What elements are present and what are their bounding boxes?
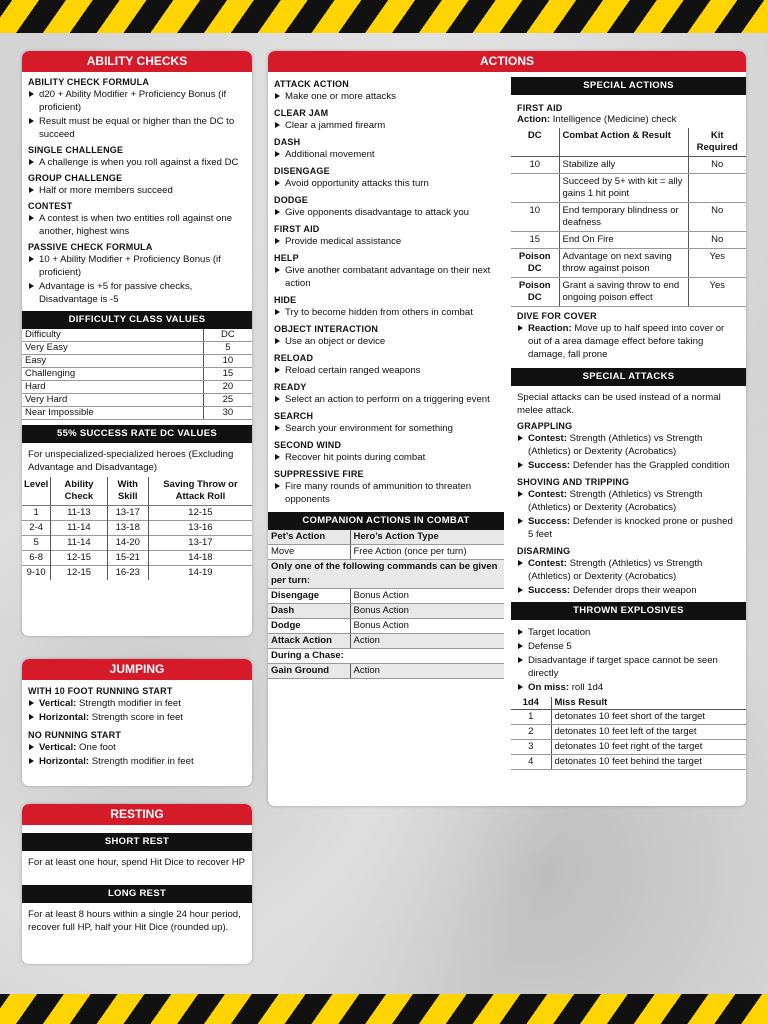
table-cell: Yes (688, 249, 746, 278)
on-miss-item: On miss: roll 1d4 (517, 681, 740, 694)
list-item: Search your environment for something (274, 422, 498, 435)
table-cell: Yes (688, 278, 746, 307)
table-cell: Bonus Action (350, 619, 504, 634)
table-cell: 11-14 (51, 521, 107, 536)
table-cell: Dash (268, 604, 350, 619)
heading-shoving-and-tripping: SHOVING AND TRIPPING (517, 477, 630, 487)
table-cell: Succeed by 5+ with kit = ally gains 1 hit point (559, 174, 688, 203)
table-cell: detonates 10 feet left of the target (551, 725, 746, 740)
list-item: Target location (517, 626, 740, 639)
special-attacks-list (517, 421, 740, 597)
list-item: Recover hit points during combat (274, 451, 498, 464)
list-item: Result must be equal or higher than the DC to succeed (28, 115, 246, 141)
thrown-explosives-header: THROWN EXPLOSIVES (511, 602, 746, 620)
ability-check-list (22, 72, 252, 311)
heading-group-challenge: GROUP CHALLENGE (28, 173, 123, 183)
table-row (511, 249, 746, 278)
table-cell: Very Hard (22, 394, 203, 407)
table-row (22, 381, 252, 394)
list-item: Provide medical assistance (274, 235, 498, 248)
list-item: Advantage is +5 for passive checks, Disadvantage is -5 (28, 280, 246, 306)
table-cell: detonates 10 feet short of the target (551, 710, 746, 725)
list-item: Horizontal: Strength score in feet (28, 711, 246, 724)
short-rest-header: SHORT REST (22, 833, 252, 851)
table-row (22, 407, 252, 420)
dive-for-cover-item: Reaction: Move up to half speed into cover or out of a area damage effect before taking damage, fall prone (517, 322, 740, 361)
table-cell: Near Impossible (22, 407, 203, 420)
table-cell: Advantage on next saving throw against poison (559, 249, 688, 278)
table-cell: No (688, 203, 746, 232)
heading-help: HELP (274, 253, 299, 263)
list-item: Give another combatant advantage on their next action (274, 264, 498, 290)
table-row (511, 278, 746, 307)
table-cell: Poison DC (511, 278, 559, 307)
table-cell: Free Action (once per turn) (350, 545, 504, 560)
long-rest-text: For at least 8 hours within a single 24 hour period, recover full HP, half your Hit Dice (rounded up). (28, 909, 241, 933)
heading-first-aid: FIRST AID (274, 224, 320, 234)
table-header-row (22, 329, 252, 342)
table-row (268, 649, 504, 664)
table-cell (511, 174, 559, 203)
table-cell: 10 (511, 203, 559, 232)
table-row (268, 589, 504, 604)
list-item: A contest is when two entities roll against one another, highest wins (28, 212, 246, 238)
table-cell: 14-19 (148, 566, 252, 581)
table-cell: No (688, 232, 746, 249)
list-item: Give opponents disadvantage to attack you (274, 206, 498, 219)
table-cell: 2 (511, 725, 551, 740)
table-header-cell: Ability Check (51, 477, 107, 506)
jumping-list (22, 680, 252, 773)
list-item: Defense 5 (517, 640, 740, 653)
list-item: Fire many rounds of ammunition to threaten opponents (274, 480, 498, 506)
table-row (268, 560, 504, 589)
table-cell: Dodge (268, 619, 350, 634)
table-cell: Hero’s Action Type (350, 530, 504, 545)
heading-single-challenge: SINGLE CHALLENGE (28, 145, 124, 155)
table-cell: Pet’s Action (268, 530, 350, 545)
table-cell: 25 (203, 394, 252, 407)
table-cell: End On Fire (559, 232, 688, 249)
long-rest-header: LONG REST (22, 885, 252, 903)
panel-title: ABILITY CHECKS (22, 51, 252, 72)
table-cell: 16-23 (107, 566, 148, 581)
table-row (511, 725, 746, 740)
thrown-explosives-list (517, 626, 740, 680)
table-cell: 5 (203, 342, 252, 355)
table-header-cell: Difficulty (22, 329, 203, 342)
list-item: Avoid opportunity attacks this turn (274, 177, 498, 190)
ability-checks-panel (22, 51, 252, 636)
table-cell: 14-18 (148, 551, 252, 566)
table-cell: Action (350, 664, 504, 679)
table-row (22, 394, 252, 407)
table-row (268, 530, 504, 545)
companion-actions-header: COMPANION ACTIONS IN COMBAT (268, 512, 504, 530)
table-row (511, 174, 746, 203)
heading-search: SEARCH (274, 411, 314, 421)
table-header-cell: DC (511, 128, 559, 157)
heading-no-running-start: NO RUNNING START (28, 730, 122, 740)
table-row (22, 342, 252, 355)
table-cell: 9-10 (22, 566, 51, 581)
heading-contest: CONTEST (28, 201, 73, 211)
table-cell: Very Easy (22, 342, 203, 355)
special-attacks-intro: Special attacks can be used instead of a normal melee attack. (517, 392, 721, 416)
table-header-cell: 1d4 (511, 697, 551, 710)
table-cell: Stabilize ally (559, 157, 688, 174)
table-cell: 15-21 (107, 551, 148, 566)
table-cell: 13-16 (148, 521, 252, 536)
table-cell: Disengage (268, 589, 350, 604)
table-cell: 13-17 (107, 506, 148, 521)
table-header-cell: Kit Required (688, 128, 746, 157)
table-cell: 12-15 (51, 551, 107, 566)
table-cell: 6-8 (22, 551, 51, 566)
actions-panel (268, 51, 746, 806)
table-row (511, 740, 746, 755)
table-cell: 12-15 (51, 566, 107, 581)
first-aid-table (511, 128, 746, 307)
table-header-cell: DC (203, 329, 252, 342)
table-row (511, 710, 746, 725)
list-item: Contest: Strength (Athletics) vs Strength (Athletics) or Dexterity (Acrobatics) (517, 488, 740, 514)
table-cell: Action (350, 634, 504, 649)
table-cell: 13-18 (107, 521, 148, 536)
action-list (268, 72, 504, 511)
table-cell: 11-13 (51, 506, 107, 521)
table-cell: 12-15 (148, 506, 252, 521)
table-row (511, 203, 746, 232)
list-item: Vertical: Strength modifier in feet (28, 697, 246, 710)
heading-clear-jam: CLEAR JAM (274, 108, 329, 118)
table-header-cell: Level (22, 477, 51, 506)
list-item: Vertical: One foot (28, 741, 246, 754)
list-item: A challenge is when you roll against a fixed DC (28, 156, 246, 169)
table-cell: 30 (203, 407, 252, 420)
panel-title: JUMPING (22, 659, 252, 680)
table-row (22, 521, 252, 536)
table-cell: 15 (203, 368, 252, 381)
table-header-cell: Combat Action & Result (559, 128, 688, 157)
list-item: Try to become hidden from others in combat (274, 306, 498, 319)
list-item: d20 + Ability Modifier + Proficiency Bonus (if proficient) (28, 88, 246, 114)
table-cell: Only one of the following commands can be given per turn: (268, 560, 504, 589)
companion-actions-table (268, 530, 504, 679)
table-cell: Move (268, 545, 350, 560)
table-row (22, 536, 252, 551)
heading-second-wind: SECOND WIND (274, 440, 342, 450)
table-cell: Grant a saving throw to end ongoing poison effect (559, 278, 688, 307)
table-row (22, 566, 252, 581)
heading-grappling: GRAPPLING (517, 421, 573, 431)
list-item: Disadvantage if target space cannot be seen directly (517, 654, 740, 680)
table-cell: Hard (22, 381, 203, 394)
success-rate-intro: For unspecialized-specialized heroes (Excluding Advantage and Disadvantage) (28, 449, 234, 473)
list-item: Additional movement (274, 148, 498, 161)
table-cell: Easy (22, 355, 203, 368)
special-attacks-header: SPECIAL ATTACKS (511, 368, 746, 386)
table-row (268, 664, 504, 679)
heading-with-10-foot-running-start: WITH 10 FOOT RUNNING START (28, 686, 173, 696)
table-cell: 3 (511, 740, 551, 755)
table-row (22, 355, 252, 368)
list-item: Horizontal: Strength modifier in feet (28, 755, 246, 768)
list-item: Success: Defender is knocked prone or pushed 5 feet (517, 515, 740, 541)
table-cell: Bonus Action (350, 604, 504, 619)
list-item: Contest: Strength (Athletics) vs Strength (Athletics) or Dexterity (Acrobatics) (517, 557, 740, 583)
table-cell: During a Chase: (268, 649, 504, 664)
heading-disengage: DISENGAGE (274, 166, 330, 176)
success-rate-header: 55% SUCCESS RATE DC VALUES (22, 425, 252, 443)
heading-suppressive-fire: SUPPRESSIVE FIRE (274, 469, 364, 479)
table-cell: 11-14 (51, 536, 107, 551)
list-item: Make one or more attacks (274, 90, 498, 103)
table-cell: 20 (203, 381, 252, 394)
table-cell (688, 174, 746, 203)
table-header-cell: With Skill (107, 477, 148, 506)
hazard-stripe-bottom (0, 994, 768, 1024)
list-item: Half or more members succeed (28, 184, 246, 197)
table-cell: 1 (511, 710, 551, 725)
table-cell: detonates 10 feet behind the target (551, 755, 746, 770)
first-aid-action: Action: Intelligence (Medicine) check (517, 114, 677, 125)
panel-title: ACTIONS (268, 51, 746, 72)
list-item: Success: Defender has the Grappled condition (517, 459, 740, 472)
table-cell: Attack Action (268, 634, 350, 649)
table-cell: 4 (511, 755, 551, 770)
table-row (268, 634, 504, 649)
table-row (268, 619, 504, 634)
list-item: Contest: Strength (Athletics) vs Strength (Athletics) or Dexterity (Acrobatics) (517, 432, 740, 458)
list-item: Select an action to perform on a triggering event (274, 393, 498, 406)
resting-panel (22, 804, 252, 964)
success-rate-table (22, 477, 252, 580)
table-row (511, 232, 746, 249)
heading-disarming: DISARMING (517, 546, 571, 556)
heading-reload: RELOAD (274, 353, 314, 363)
heading-object-interaction: OBJECT INTERACTION (274, 324, 379, 334)
dive-for-cover-heading: DIVE FOR COVER (517, 311, 597, 321)
table-cell: 10 (511, 157, 559, 174)
heading-dash: DASH (274, 137, 301, 147)
table-cell: detonates 10 feet right of the target (551, 740, 746, 755)
heading-ability-check-formula: ABILITY CHECK FORMULA (28, 77, 150, 87)
dc-values-table (22, 329, 252, 420)
table-row (22, 551, 252, 566)
table-cell: No (688, 157, 746, 174)
panel-title: RESTING (22, 804, 252, 825)
table-row (511, 157, 746, 174)
table-cell: Bonus Action (350, 589, 504, 604)
jumping-panel (22, 659, 252, 786)
table-cell: 14-20 (107, 536, 148, 551)
table-cell: Gain Ground (268, 664, 350, 679)
first-aid-heading: FIRST AID (517, 103, 563, 113)
heading-attack-action: ATTACK ACTION (274, 79, 349, 89)
table-cell: 2-4 (22, 521, 51, 536)
table-cell: End temporary blindness or deafness (559, 203, 688, 232)
dc-values-header: DIFFICULTY CLASS VALUES (22, 311, 252, 329)
table-row (22, 506, 252, 521)
table-header-cell: Miss Result (551, 697, 746, 710)
heading-hide: HIDE (274, 295, 297, 305)
miss-result-table (511, 697, 746, 770)
heading-dodge: DODGE (274, 195, 309, 205)
table-row (511, 755, 746, 770)
table-row (268, 545, 504, 560)
heading-passive-check-formula: PASSIVE CHECK FORMULA (28, 242, 153, 252)
table-cell: 1 (22, 506, 51, 521)
table-cell: Poison DC (511, 249, 559, 278)
special-actions-header: SPECIAL ACTIONS (511, 77, 746, 95)
table-row (22, 368, 252, 381)
short-rest-text: For at least one hour, spend Hit Dice to recover HP (28, 857, 246, 868)
table-header-cell: Saving Throw or Attack Roll (148, 477, 252, 506)
table-cell: 13-17 (148, 536, 252, 551)
heading-ready: READY (274, 382, 307, 392)
table-cell: 10 (203, 355, 252, 368)
hazard-stripe-top (0, 0, 768, 33)
table-cell: Challenging (22, 368, 203, 381)
list-item: 10 + Ability Modifier + Proficiency Bonus (if proficient) (28, 253, 246, 279)
table-cell: 15 (511, 232, 559, 249)
list-item: Clear a jammed firearm (274, 119, 498, 132)
list-item: Use an object or device (274, 335, 498, 348)
table-cell: 5 (22, 536, 51, 551)
table-row (268, 604, 504, 619)
list-item: Reload certain ranged weapons (274, 364, 498, 377)
list-item: Success: Defender drops their weapon (517, 584, 740, 597)
